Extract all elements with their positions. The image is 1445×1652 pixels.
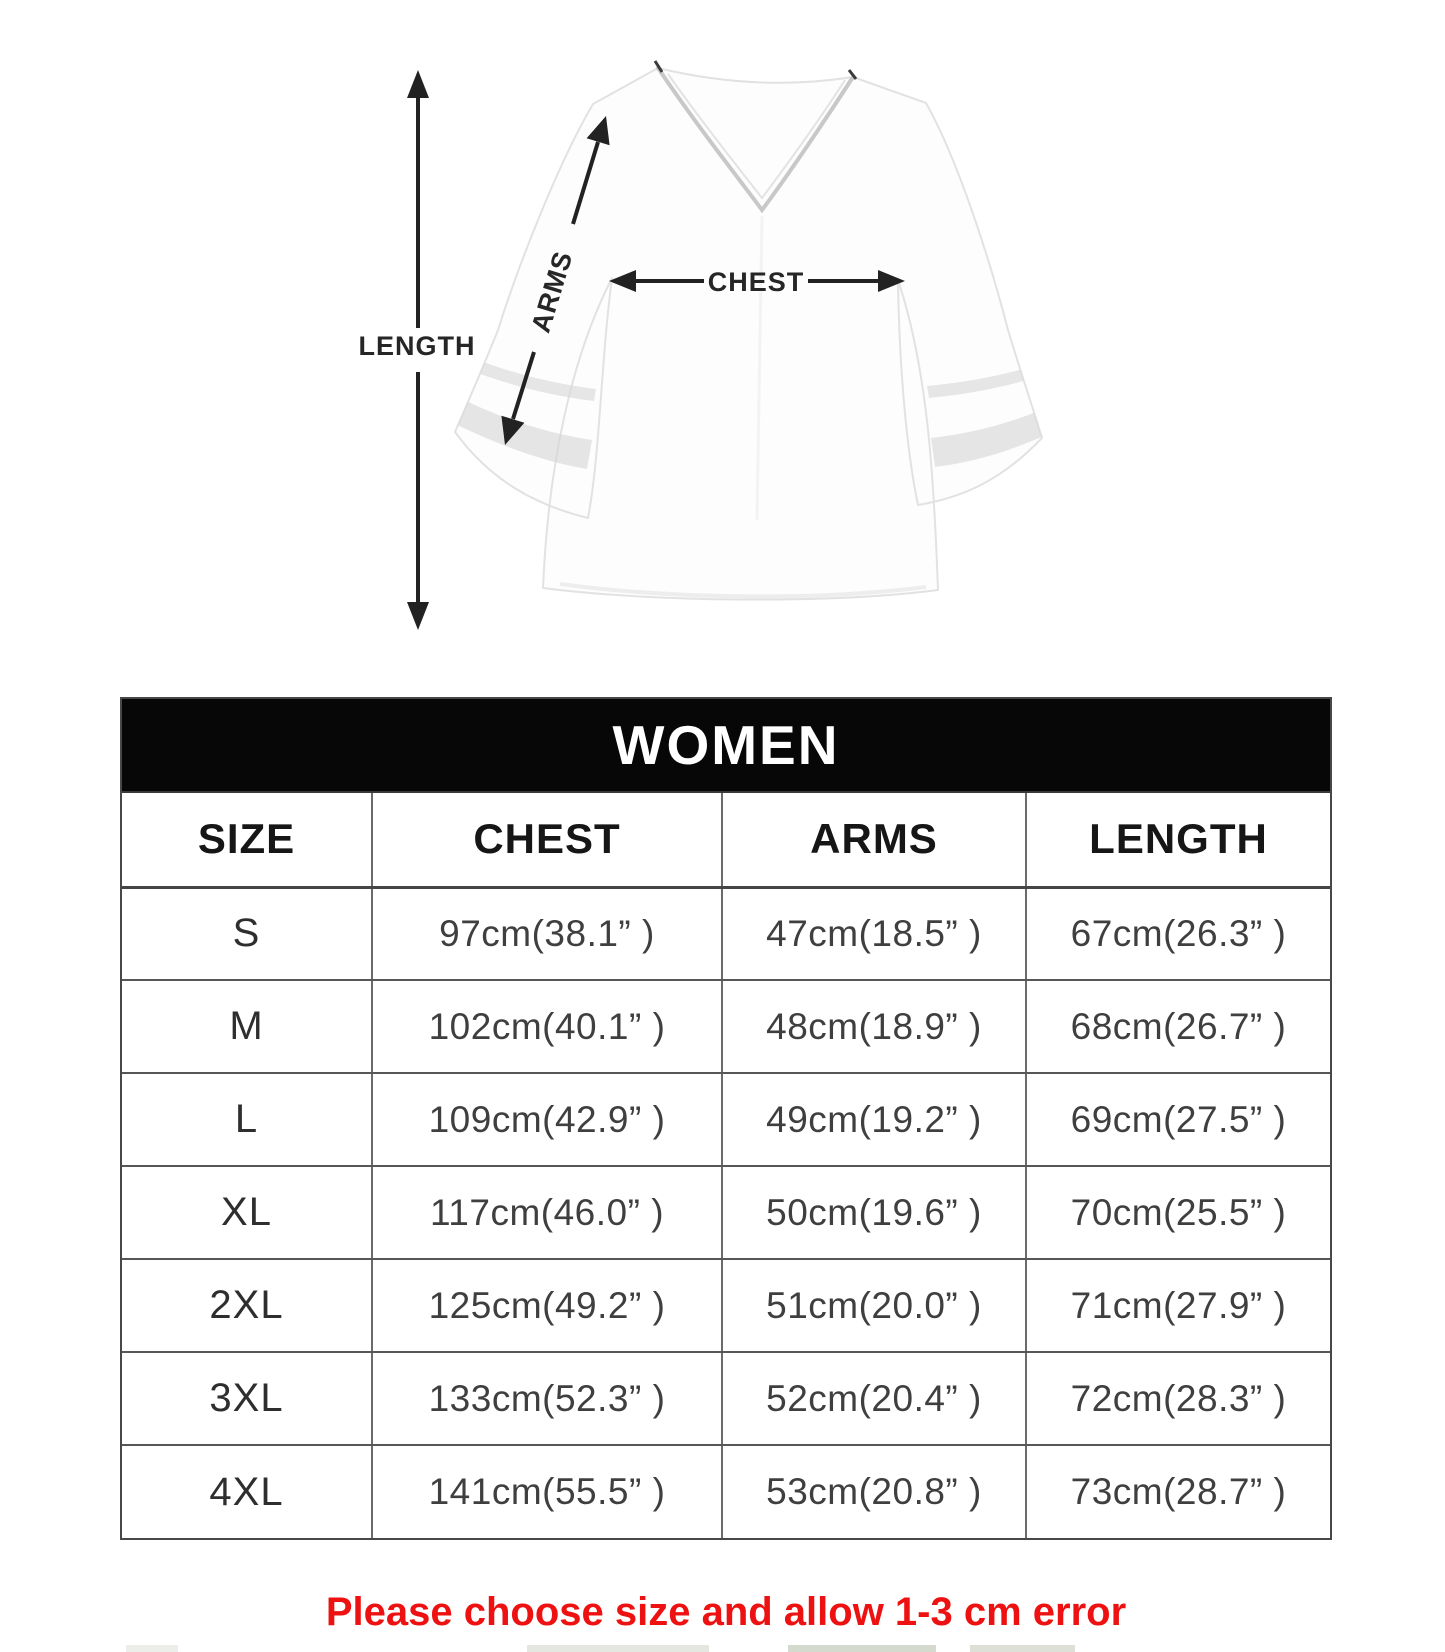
cropped-fragment <box>126 1645 178 1652</box>
table-row <box>122 1259 1330 1352</box>
table-row <box>122 1445 1330 1538</box>
size-cell: 3XL <box>122 1352 372 1445</box>
length-cell: 70cm(25.5” ) <box>1026 1166 1330 1259</box>
chest-cell: 117cm(46.0” ) <box>372 1166 722 1259</box>
size-chart-title: WOMEN <box>122 699 1330 793</box>
size-cell: M <box>122 980 372 1073</box>
shirt-body <box>455 68 1042 600</box>
length-cell: 71cm(27.9” ) <box>1026 1259 1330 1352</box>
length-cell: 68cm(26.7” ) <box>1026 980 1330 1073</box>
size-cell: 4XL <box>122 1445 372 1538</box>
chest-cell: 141cm(55.5” ) <box>372 1445 722 1538</box>
size-cell: 2XL <box>122 1259 372 1352</box>
length-cell: 72cm(28.3” ) <box>1026 1352 1330 1445</box>
arms-cell: 49cm(19.2” ) <box>722 1073 1026 1166</box>
col-header-length: LENGTH <box>1026 793 1330 887</box>
arms-cell: 48cm(18.9” ) <box>722 980 1026 1073</box>
shirt-measurement-diagram <box>0 0 1445 660</box>
arms-cell: 51cm(20.0” ) <box>722 1259 1026 1352</box>
arms-cell: 50cm(19.6” ) <box>722 1166 1026 1259</box>
chest-cell: 102cm(40.1” ) <box>372 980 722 1073</box>
table-row <box>122 887 1330 980</box>
chest-cell: 97cm(38.1” ) <box>372 887 722 980</box>
size-cell: S <box>122 887 372 980</box>
length-cell: 69cm(27.5” ) <box>1026 1073 1330 1166</box>
cropped-fragment <box>527 1645 709 1652</box>
table-row <box>122 1352 1330 1445</box>
cropped-fragment <box>970 1645 1075 1652</box>
chest-cell: 125cm(49.2” ) <box>372 1259 722 1352</box>
col-header-arms: ARMS <box>722 793 1026 887</box>
size-chart <box>120 697 1332 1540</box>
cropped-fragment <box>788 1645 936 1652</box>
chest-cell: 133cm(52.3” ) <box>372 1352 722 1445</box>
arms-cell: 47cm(18.5” ) <box>722 887 1026 980</box>
size-cell: L <box>122 1073 372 1166</box>
length-label: LENGTH <box>358 331 476 361</box>
size-note: Please choose size and allow 1-3 cm error <box>325 1590 1127 1634</box>
table-row <box>122 1166 1330 1259</box>
table-row <box>122 1073 1330 1166</box>
size-table <box>122 793 1330 1538</box>
arms-cell: 52cm(20.4” ) <box>722 1352 1026 1445</box>
arms-cell: 53cm(20.8” ) <box>722 1445 1026 1538</box>
size-table-header-row <box>122 793 1330 887</box>
chest-label: CHEST <box>707 267 805 297</box>
col-header-chest: CHEST <box>372 793 722 887</box>
length-cell: 67cm(26.3” ) <box>1026 887 1330 980</box>
length-cell: 73cm(28.7” ) <box>1026 1445 1330 1538</box>
arms-label: ARMS <box>525 247 579 337</box>
table-row <box>122 980 1330 1073</box>
col-header-size: SIZE <box>122 793 372 887</box>
size-cell: XL <box>122 1166 372 1259</box>
chest-cell: 109cm(42.9” ) <box>372 1073 722 1166</box>
